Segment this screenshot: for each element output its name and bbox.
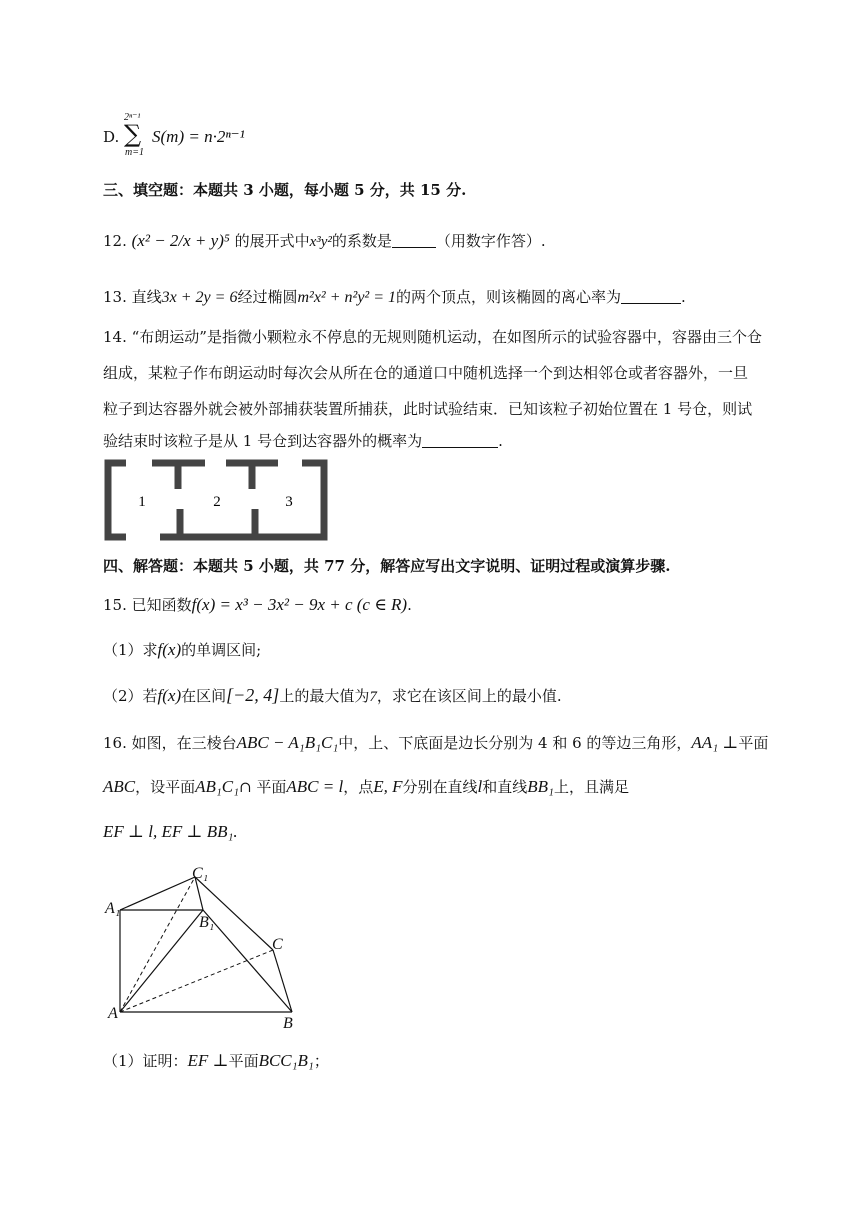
q15-part-2-label: （2）若 <box>103 687 158 705</box>
q16-points-ef: E, F <box>373 777 403 796</box>
q16-line-2 <box>103 777 629 797</box>
q13-end: . <box>681 288 686 306</box>
label-a1: A₁ <box>105 900 121 917</box>
q16-line-2-text-b: ∩ 平面 <box>239 778 287 796</box>
label-c: C <box>272 936 283 953</box>
container-right-and-bottom-wall <box>160 463 324 537</box>
q16-line-2-text-e: 和直线 <box>482 778 528 796</box>
sigma-symbol: ∑ <box>124 120 142 148</box>
label-a: A <box>108 1005 118 1022</box>
q16-part-1 <box>103 1051 329 1071</box>
q13-line-equation: 3x + 2y = 6 <box>161 289 238 306</box>
edge-b1-b <box>203 910 292 1012</box>
option-d-label: D. <box>103 128 120 146</box>
q16-part-1-end: ； <box>313 1052 329 1070</box>
label-b1: B₁ <box>199 914 215 931</box>
q13-answer-blank <box>621 289 681 304</box>
edge-a1-c1 <box>120 877 195 910</box>
q14-answer-blank <box>422 433 498 448</box>
question-13 <box>103 287 686 308</box>
sum-upper-limit: 2ⁿ⁻¹ <box>124 112 141 123</box>
q13-number: 13. <box>103 288 127 306</box>
q16-condition-expr: EF ⊥ l, EF ⊥ BB₁ <box>103 822 234 841</box>
q15-number: 15. <box>103 596 127 614</box>
q15-part-2 <box>103 685 562 707</box>
q15-part-2-text: 在区间 <box>181 687 227 705</box>
q14-line-3: 粒子到达容器外就会被外部捕获装置所捕获，此时试验结束．已知该粒子初始位置在 1 号仓，则试 <box>103 400 753 418</box>
section-3-heading: 三、填空题：本题共 3 小题，每小题 5 分，共 15 分. <box>103 181 467 199</box>
question-15 <box>103 595 412 615</box>
q14-line-1: 14. “布朗运动”是指微小颗粒永不停息的无规则随机运动，在如图所示的试验容器中，容器由三个仓 <box>103 328 762 346</box>
q16-frustum: ABC − A₁B₁C₁ <box>236 733 339 752</box>
q14-line-4-text: 验结束时该粒子是从 1 号仓到达容器外的概率为 <box>103 432 423 450</box>
q16-abc-l: ABC = l <box>286 777 344 796</box>
q12-text-2: 的系数是 <box>331 232 392 250</box>
q15-text: 已知函数 <box>131 596 192 614</box>
q16-line-2-text-f: 上，且满足 <box>553 778 629 796</box>
q15-part-1-label: （1）求 <box>103 641 158 659</box>
q13-text-2: 经过椭圆 <box>237 288 298 306</box>
label-c1: C₁ <box>192 865 209 882</box>
q16-bb1: BB₁ <box>527 777 554 796</box>
edge-a-c1-dashed <box>120 877 195 1012</box>
q12-term: x³y² <box>309 234 332 250</box>
frustum-diagram <box>100 860 310 1035</box>
label-b: B <box>283 1015 293 1032</box>
q16-line-1 <box>103 733 768 753</box>
q14-end: . <box>498 432 503 450</box>
q16-line-l: l <box>477 777 483 796</box>
q16-line-1-plane: 平面 <box>738 734 769 752</box>
q16-plane-ab1c1: AB₁C₁ <box>195 777 240 796</box>
q15-part-1-text: 的单调区间; <box>181 641 262 659</box>
q16-intro: 16. 如图，在三棱台 <box>103 734 237 752</box>
q12-hint: （用数字作答）. <box>435 232 546 250</box>
section-4-heading: 四、解答题：本题共 5 小题，共 77 分，解答应写出文字说明、证明过程或演算步骤. <box>103 557 671 575</box>
edge-a-b1 <box>120 910 203 1012</box>
chamber-3-label: 3 <box>285 494 293 510</box>
chamber-1-label: 1 <box>138 494 146 510</box>
q16-part-1-label: （1）证明： <box>103 1052 188 1070</box>
q15-part-2-function: f(x) <box>157 686 182 705</box>
q12-number: 12. <box>103 232 127 250</box>
q12-text: 的展开式中 <box>234 232 310 250</box>
q13-text-3: 的两个顶点，则该椭圆的离心率为 <box>396 288 622 306</box>
container-left-wall <box>108 463 126 537</box>
q16-part-1-plane: BCC₁B₁ <box>258 1051 314 1070</box>
q15-part-2-text-2: 上的最大值为 <box>279 687 370 705</box>
q13-text: 直线 <box>131 288 162 306</box>
q16-abc: ABC <box>103 777 136 796</box>
q16-line-2-text-c: ，点 <box>343 778 374 796</box>
edge-a-c-dashed <box>120 950 273 1012</box>
q16-condition <box>103 822 238 842</box>
sum-lower-limit: m=1 <box>125 147 144 158</box>
q12-answer-blank <box>392 233 436 248</box>
edge-c-b <box>273 950 292 1012</box>
q15-end: . <box>407 596 412 614</box>
option-d-expression: S(m) = n·2ⁿ⁻¹ <box>152 127 245 146</box>
chamber-2-label: 2 <box>213 494 221 510</box>
q16-part-1-text: 平面 <box>228 1052 259 1070</box>
q16-line-2-text: ，设平面 <box>135 778 196 796</box>
q12-expression: (x² − 2/x + y)⁵ <box>131 231 230 250</box>
q15-max-value: 7 <box>369 689 377 705</box>
q15-part-2-text-3: ，求它在该区间上的最小值. <box>376 687 562 705</box>
q16-line-2-text-d: 分别在直线 <box>402 778 478 796</box>
q15-part-1-function: f(x) <box>157 640 182 659</box>
question-12 <box>103 231 546 252</box>
q16-aa1: AA₁ ⊥ <box>691 733 739 752</box>
container-diagram <box>100 455 334 545</box>
q15-function: f(x) = x³ − 3x² − 9x + c (c ∈ R) <box>191 595 408 614</box>
q16-part-1-expr: EF ⊥ <box>187 1051 229 1070</box>
q13-ellipse-equation: m²x² + n²y² = 1 <box>297 289 397 306</box>
q15-interval: [−2, 4] <box>226 685 280 705</box>
q14-line-2: 组成，某粒子作布朗运动时每次会从所在仓的通道口中随机选择一个到达相邻仓或者容器外，一旦 <box>103 364 749 382</box>
q14-line-4 <box>103 431 503 451</box>
q16-condition-end: . <box>233 822 238 841</box>
q15-part-1 <box>103 640 261 660</box>
q16-line-1-text: 中，上、下底面是边长分别为 4 和 6 的等边三角形， <box>338 734 692 752</box>
